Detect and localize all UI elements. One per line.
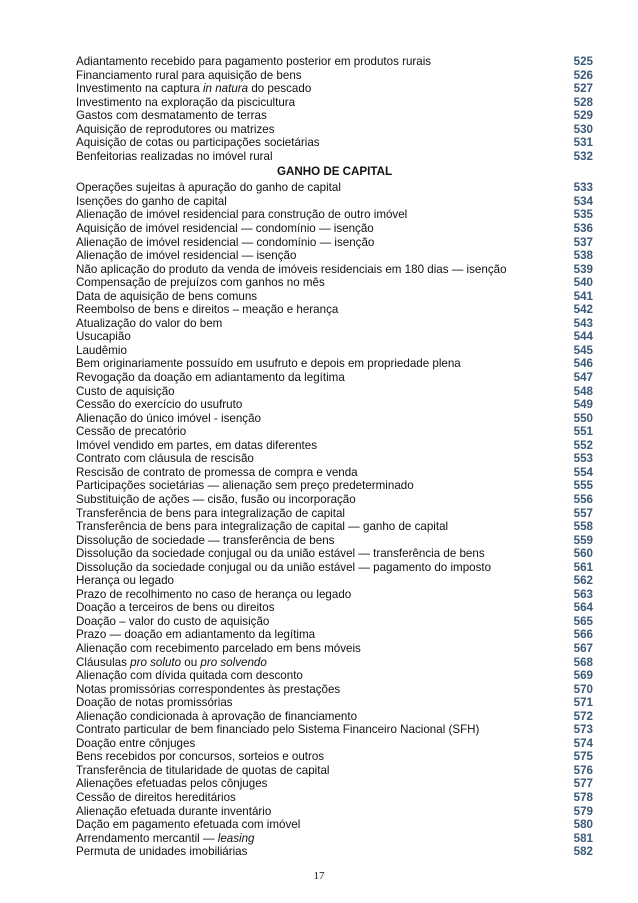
toc-entry[interactable] <box>76 303 593 317</box>
toc-entry-page[interactable]: 527 <box>573 82 593 96</box>
toc-entry-title: Transferência de bens para integralização de capital — ganho de capital <box>76 520 449 534</box>
toc-entry-title: Contrato com cláusula de rescisão <box>76 452 254 466</box>
toc-entry-title: Isenções do ganho de capital <box>76 194 227 208</box>
toc-entry[interactable] <box>76 520 593 534</box>
toc-entry[interactable] <box>76 290 593 304</box>
toc-entry[interactable] <box>76 479 593 493</box>
toc-entry-title: Alienação condicionada à aprovação de financiamento <box>76 709 358 723</box>
toc-entry-title: Alienação de imóvel residencial — condomínio — isenção <box>76 235 375 249</box>
toc-entry-title: Cessão de precatório <box>76 425 187 439</box>
toc-entry-page[interactable]: 526 <box>573 68 593 82</box>
toc-list <box>76 181 593 858</box>
toc-entry-title: Arrendamento mercantil — leasing <box>76 831 255 845</box>
toc-entry-title: Compensação de prejuízos com ganhos no mês <box>76 276 325 290</box>
toc-entry-title: Alienação efetuada durante inventário <box>76 804 272 818</box>
toc-entry-page[interactable]: 533 <box>573 181 593 195</box>
toc-entry-page[interactable]: 539 <box>573 262 593 276</box>
toc-entry[interactable] <box>76 696 593 710</box>
toc-entry[interactable] <box>76 222 593 236</box>
toc-entry-title: Usucapião <box>76 330 131 344</box>
toc-entry-page[interactable]: 581 <box>573 831 593 845</box>
toc-entry[interactable] <box>76 493 593 507</box>
toc-entry[interactable] <box>76 123 593 137</box>
toc-entry-title: Transferência de bens para integralização de capital <box>76 506 345 520</box>
toc-entry-title: Gastos com desmatamento de terras <box>76 109 267 123</box>
toc-entry[interactable] <box>76 818 593 832</box>
toc-entry-page[interactable]: 545 <box>573 343 593 357</box>
toc-entry-page[interactable]: 562 <box>573 574 593 588</box>
toc-entry[interactable] <box>76 317 593 331</box>
toc-entry-title: Alienação de imóvel residencial — isenção <box>76 249 297 263</box>
toc-entry-title: Prazo de recolhimento no caso de herança ou legado <box>76 587 352 601</box>
toc-entry[interactable] <box>76 574 593 588</box>
toc-entry[interactable] <box>76 507 593 521</box>
toc-entry-page[interactable]: 531 <box>573 136 593 150</box>
toc-entry-page[interactable]: 556 <box>573 492 593 506</box>
toc-entry-page[interactable]: 547 <box>573 371 593 385</box>
toc-entry-title: Cláusulas pro soluto ou pro solvendo <box>76 655 267 669</box>
toc-entry[interactable] <box>76 588 593 602</box>
toc-entry-page[interactable]: 535 <box>573 208 593 222</box>
toc-entry-title: Dissolução da sociedade conjugal ou da união estável — transferência de bens <box>76 547 485 561</box>
toc-entry-title: Cessão do exercício do usufruto <box>76 398 243 412</box>
toc-entry[interactable] <box>76 55 593 69</box>
toc-entry-title: Contrato particular de bem financiado pelo Sistema Financeiro Nacional (SFH) <box>76 723 480 737</box>
toc-entry-title: Notas promissórias correspondentes às prestações <box>76 682 341 696</box>
toc-entry-title: Não aplicação do produto da venda de imóveis residenciais em 180 dias — isenção <box>76 262 507 276</box>
toc-entry[interactable] <box>76 791 593 805</box>
toc-entry[interactable] <box>76 601 593 615</box>
toc-entry-title: Alienação com recebimento parcelado em bens móveis <box>76 641 361 655</box>
toc-entry-page[interactable]: 551 <box>573 425 593 439</box>
toc-entry[interactable] <box>76 195 593 209</box>
toc-entry-page[interactable]: 566 <box>573 628 593 642</box>
toc-entry[interactable] <box>76 764 593 778</box>
toc-entry-title: Herança ou legado <box>76 574 174 588</box>
toc-entry[interactable] <box>76 82 593 96</box>
toc-entry[interactable] <box>76 805 593 819</box>
toc-entry-title: Aquisição de imóvel residencial — condomínio — isenção <box>76 222 374 236</box>
toc-entry[interactable] <box>76 330 593 344</box>
toc-entry-title: Adiantamento recebido para pagamento posterior em produtos rurais <box>76 55 432 68</box>
toc-entry-page[interactable]: 525 <box>573 55 593 68</box>
toc-entry-title: Rescisão de contrato de promessa de compra e venda <box>76 465 358 479</box>
toc-entry-title: Atualização do valor do bem <box>76 316 223 330</box>
toc-entry-page[interactable]: 563 <box>573 587 593 601</box>
toc-entry-title: Cessão de direitos hereditários <box>76 790 236 804</box>
toc-entry-page[interactable]: 540 <box>573 276 593 290</box>
toc-entry-page[interactable]: 561 <box>573 560 593 574</box>
toc-entry-page[interactable]: 571 <box>573 696 593 710</box>
toc-entry[interactable] <box>76 628 593 642</box>
toc-entry-page[interactable]: 529 <box>573 109 593 123</box>
toc-entry[interactable] <box>76 710 593 724</box>
toc-entry-page[interactable]: 578 <box>573 790 593 804</box>
toc-entry-title: Financiamento rural para aquisição de bens <box>76 68 302 82</box>
toc-entry-title: Dissolução da sociedade conjugal ou da união estável — pagamento do imposto <box>76 560 492 574</box>
toc-entry-page[interactable]: 550 <box>573 411 593 425</box>
toc-entry-page[interactable]: 577 <box>573 777 593 791</box>
toc-entry-title: Permuta de unidades imobiliárias <box>76 845 248 859</box>
toc-entry-page[interactable]: 532 <box>573 149 593 163</box>
table-of-contents <box>76 55 593 859</box>
toc-entry[interactable] <box>76 669 593 683</box>
toc-entry[interactable] <box>76 534 593 548</box>
page-number: 17 <box>313 870 325 882</box>
toc-entry-page[interactable]: 541 <box>573 289 593 303</box>
toc-entry[interactable] <box>76 357 593 371</box>
toc-entry-title: Custo de aquisição <box>76 384 175 398</box>
toc-entry-title: Doação a terceiros de bens ou direitos <box>76 601 275 615</box>
toc-entry-page[interactable]: 543 <box>573 316 593 330</box>
toc-entry[interactable] <box>76 466 593 480</box>
toc-entry-page[interactable]: 555 <box>573 479 593 493</box>
toc-entry[interactable] <box>76 777 593 791</box>
toc-entry-page[interactable]: 544 <box>573 330 593 344</box>
toc-entry-title: Dissolução de sociedade — transferência de bens <box>76 533 335 547</box>
toc-entry-title: Aquisição de cotas ou participações societárias <box>76 136 320 150</box>
toc-entry-page[interactable]: 534 <box>573 194 593 208</box>
toc-entry[interactable] <box>76 181 593 195</box>
toc-entry-page[interactable]: 567 <box>573 641 593 655</box>
toc-entry-page[interactable]: 580 <box>573 818 593 832</box>
toc-entry-page[interactable]: 570 <box>573 682 593 696</box>
toc-entry[interactable] <box>76 425 593 439</box>
toc-entry-title: Reembolso de bens e direitos – meação e herança <box>76 303 339 317</box>
toc-entry-page[interactable]: 573 <box>573 723 593 737</box>
toc-entry-title: Aquisição de reprodutores ou matrizes <box>76 122 275 136</box>
toc-entry[interactable] <box>76 547 593 561</box>
toc-entry-title: Imóvel vendido em partes, em datas diferentes <box>76 438 318 452</box>
toc-entry[interactable] <box>76 723 593 737</box>
toc-entry-title: Substituição de ações — cisão, fusão ou incorporação <box>76 492 356 506</box>
toc-entry[interactable] <box>76 615 593 629</box>
toc-entry-page[interactable]: 537 <box>573 235 593 249</box>
toc-entry-title: Benfeitorias realizadas no imóvel rural <box>76 149 273 163</box>
toc-entry[interactable] <box>76 136 593 150</box>
toc-entry-title: Investimento na exploração da piscicultura <box>76 95 296 109</box>
toc-entry[interactable] <box>76 832 593 846</box>
toc-entry-page[interactable]: 559 <box>573 533 593 547</box>
toc-entry-page[interactable]: 553 <box>573 452 593 466</box>
toc-entry-title: Alienações efetuadas pelos cônjuges <box>76 777 268 791</box>
section-heading: GANHO DE CAPITAL <box>276 165 393 179</box>
toc-entry-page[interactable]: 569 <box>573 669 593 683</box>
toc-entry-page[interactable]: 530 <box>573 122 593 136</box>
toc-entry-title: Doação de notas promissórias <box>76 696 233 710</box>
toc-list <box>76 55 593 163</box>
toc-entry-page[interactable]: 546 <box>573 357 593 371</box>
toc-entry-title: Doação – valor do custo de aquisição <box>76 614 270 628</box>
toc-entry-title: Prazo — doação em adiantamento da legítima <box>76 628 316 642</box>
toc-entry[interactable] <box>76 96 593 110</box>
toc-entry[interactable] <box>76 208 593 222</box>
toc-entry-page[interactable]: 558 <box>573 520 593 534</box>
toc-entry-page[interactable]: 528 <box>573 95 593 109</box>
toc-entry-page[interactable]: 548 <box>573 384 593 398</box>
toc-entry-page[interactable]: 552 <box>573 438 593 452</box>
toc-entry-page[interactable]: 568 <box>573 655 593 669</box>
toc-entry[interactable] <box>76 452 593 466</box>
toc-entry-title: Transferência de titularidade de quotas de capital <box>76 763 330 777</box>
toc-entry[interactable] <box>76 845 593 859</box>
toc-entry[interactable] <box>76 656 593 670</box>
toc-entry[interactable] <box>76 398 593 412</box>
toc-entry[interactable] <box>76 750 593 764</box>
toc-entry[interactable] <box>76 371 593 385</box>
toc-entry-page[interactable]: 575 <box>573 750 593 764</box>
toc-entry[interactable] <box>76 561 593 575</box>
toc-entry-page[interactable]: 582 <box>573 845 593 859</box>
toc-entry[interactable] <box>76 249 593 263</box>
toc-entry-page[interactable]: 560 <box>573 547 593 561</box>
toc-entry-page[interactable]: 536 <box>573 222 593 236</box>
toc-entry[interactable] <box>76 263 593 277</box>
toc-entry-title: Alienação do único imóvel - isenção <box>76 411 261 425</box>
toc-entry[interactable] <box>76 737 593 751</box>
toc-entry-title: Bens recebidos por concursos, sorteios e outros <box>76 750 325 764</box>
toc-entry-page[interactable]: 538 <box>573 249 593 263</box>
toc-entry-page[interactable]: 564 <box>573 601 593 615</box>
toc-entry-title: Bem originariamente possuído em usufruto e depois em propriedade plena <box>76 357 461 371</box>
toc-entry-page[interactable]: 574 <box>573 736 593 750</box>
toc-entry-page[interactable]: 549 <box>573 398 593 412</box>
toc-entry-title: Operações sujeitas à apuração do ganho de capital <box>76 181 341 195</box>
toc-entry-page[interactable]: 572 <box>573 709 593 723</box>
toc-entry[interactable] <box>76 276 593 290</box>
toc-entry-title: Alienação de imóvel residencial para construção de outro imóvel <box>76 208 408 222</box>
toc-entry[interactable] <box>76 683 593 697</box>
toc-entry-page[interactable]: 554 <box>573 465 593 479</box>
toc-entry-title: Data de aquisição de bens comuns <box>76 289 258 303</box>
toc-entry-page[interactable]: 542 <box>573 303 593 317</box>
toc-entry-title: Alienação com dívida quitada com desconto <box>76 669 303 683</box>
toc-entry[interactable] <box>76 412 593 426</box>
toc-entry-title: Investimento na captura in natura do pescado <box>76 82 312 96</box>
toc-entry-title: Laudêmio <box>76 343 127 357</box>
toc-entry-title: Dação em pagamento efetuada com imóvel <box>76 818 301 832</box>
toc-entry[interactable] <box>76 236 593 250</box>
toc-entry[interactable] <box>76 439 593 453</box>
toc-entry-title: Doação entre cônjuges <box>76 736 196 750</box>
toc-entry[interactable] <box>76 642 593 656</box>
toc-entry[interactable] <box>76 344 593 358</box>
toc-entry[interactable] <box>76 150 593 164</box>
toc-entry-page[interactable]: 565 <box>573 614 593 628</box>
toc-entry-page[interactable]: 579 <box>573 804 593 818</box>
toc-entry-page[interactable]: 576 <box>573 763 593 777</box>
toc-entry-title: Revogação da doação em adiantamento da legítima <box>76 371 345 385</box>
toc-entry-title: Participações societárias — alienação sem preço predeterminado <box>76 479 414 493</box>
toc-entry-page[interactable]: 557 <box>573 506 593 520</box>
toc-entry[interactable] <box>76 385 593 399</box>
toc-entry[interactable] <box>76 109 593 123</box>
toc-entry[interactable] <box>76 69 593 83</box>
